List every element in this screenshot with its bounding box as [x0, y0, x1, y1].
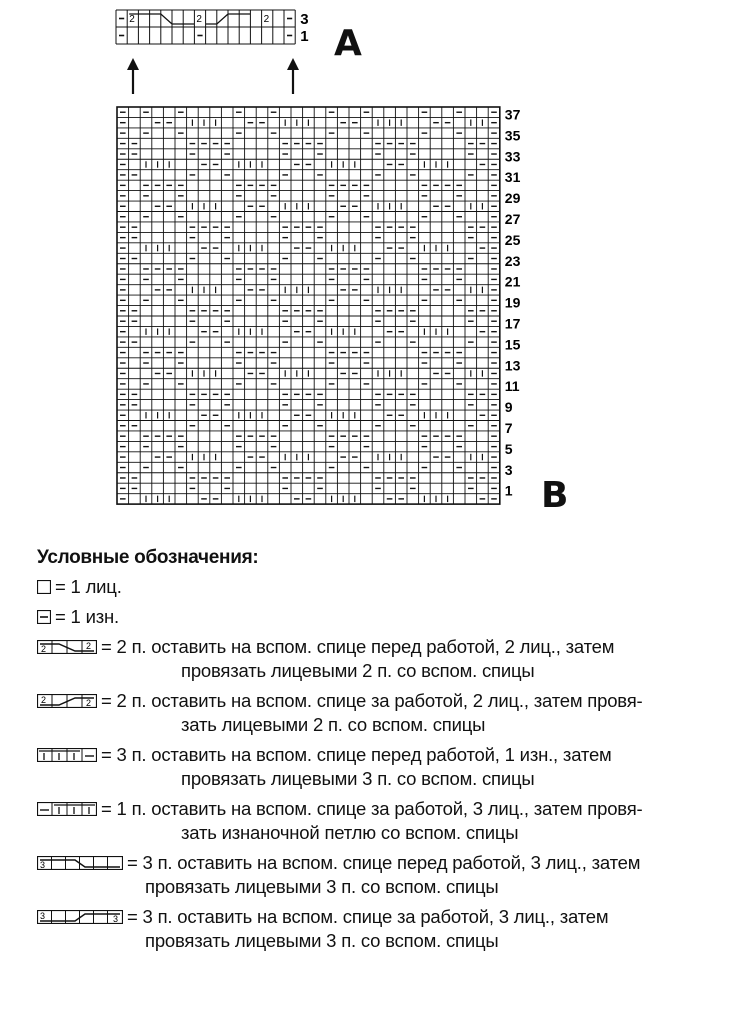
- row-number: 1: [300, 28, 309, 45]
- cable-number: 2: [196, 14, 202, 25]
- row-number: 37: [504, 106, 521, 123]
- row-number: 11: [504, 378, 520, 395]
- legend-text: = 1 изн.: [55, 606, 119, 627]
- legend-text: = 3 п. оставить на вспом. спице перед работой, 3 лиц., затем: [127, 852, 641, 873]
- legend-text-cont: провязать лицевыми 3 п. со вспом. спицы: [145, 876, 499, 897]
- row-number: 33: [504, 148, 521, 165]
- row-number: 3: [504, 461, 513, 478]
- legend-text-cont: провязать лицевыми 3 п. со вспом. спицы: [145, 930, 499, 951]
- row-number: 21: [504, 273, 521, 290]
- cable-2-back-icon: [37, 694, 97, 708]
- legend-item-cross-1-back-purl: [37, 797, 727, 845]
- row-number: 29: [504, 190, 521, 207]
- row-number: 25: [504, 231, 521, 248]
- row-number: 35: [504, 127, 521, 144]
- cross-3-front-purl-icon: [37, 748, 97, 762]
- legend-title: Условные обозначения:: [37, 547, 259, 568]
- legend-text: = 2 п. оставить на вспом. спице перед работой, 2 лиц., затем: [101, 636, 615, 657]
- legend-text: = 3 п. оставить на вспом. спице перед работой, 1 изн., затем: [101, 744, 612, 765]
- legend-text: = 1 лиц.: [55, 576, 122, 597]
- legend-text: = 2 п. оставить на вспом. спице за работой, 2 лиц., затем провя-: [101, 690, 643, 711]
- row-number: 19: [504, 294, 521, 311]
- chart-a-label: A: [334, 23, 362, 64]
- svg-text:2: 2: [41, 695, 46, 705]
- svg-text:3: 3: [40, 860, 45, 870]
- row-number: 9: [504, 399, 513, 416]
- row-number: 7: [504, 419, 513, 436]
- legend-item-cable-2-back: [37, 689, 727, 737]
- legend: [37, 547, 727, 959]
- row-number: 17: [504, 315, 521, 332]
- legend-text: = 1 п. оставить на вспом. спице за работой, 3 лиц., затем провя-: [101, 798, 643, 819]
- legend-item-cable-2-front: [37, 635, 727, 683]
- svg-text:2: 2: [86, 641, 91, 651]
- legend-item-knit: [37, 575, 727, 599]
- legend-item-cross-3-front-purl: [37, 743, 727, 791]
- cross-1-back-purl-icon: [37, 802, 97, 816]
- legend-text-cont: зать лицевыми 2 п. со вспом. спицы: [181, 714, 486, 735]
- row-number: 27: [504, 210, 521, 227]
- cable-2-front-icon: [37, 640, 97, 654]
- knit-icon: [37, 580, 51, 594]
- legend-item-cable-3-back: [37, 905, 727, 953]
- purl-icon: [37, 610, 51, 624]
- svg-text:3: 3: [113, 914, 118, 924]
- svg-text:2: 2: [41, 644, 46, 654]
- legend-text: = 3 п. оставить на вспом. спице за работой, 3 лиц., затем: [127, 906, 609, 927]
- chart-b-cells: [117, 107, 500, 504]
- svg-text:3: 3: [40, 911, 45, 921]
- row-number: 5: [504, 440, 513, 457]
- row-number: 15: [504, 336, 521, 353]
- cable-3-back-icon: [37, 910, 123, 924]
- row-number: 1: [504, 482, 513, 499]
- cable-number: 2: [129, 14, 135, 25]
- row-number: 3: [300, 11, 309, 28]
- row-number: 23: [504, 252, 521, 269]
- legend-item-cable-3-front: [37, 851, 727, 899]
- cable-number: 2: [263, 14, 270, 25]
- legend-item-purl: [37, 605, 727, 629]
- cable-3-front-icon: [37, 856, 123, 870]
- chart-b-label: B: [541, 475, 569, 516]
- legend-text-cont: зать изнаночной петлю со вспом. спицы: [181, 822, 519, 843]
- legend-text-cont: провязать лицевыми 2 п. со вспом. спицы: [181, 660, 535, 681]
- row-number: 13: [504, 357, 521, 374]
- row-number: 31: [504, 169, 521, 186]
- legend-text-cont: провязать лицевыми 3 п. со вспом. спицы: [181, 768, 535, 789]
- svg-text:2: 2: [86, 698, 91, 708]
